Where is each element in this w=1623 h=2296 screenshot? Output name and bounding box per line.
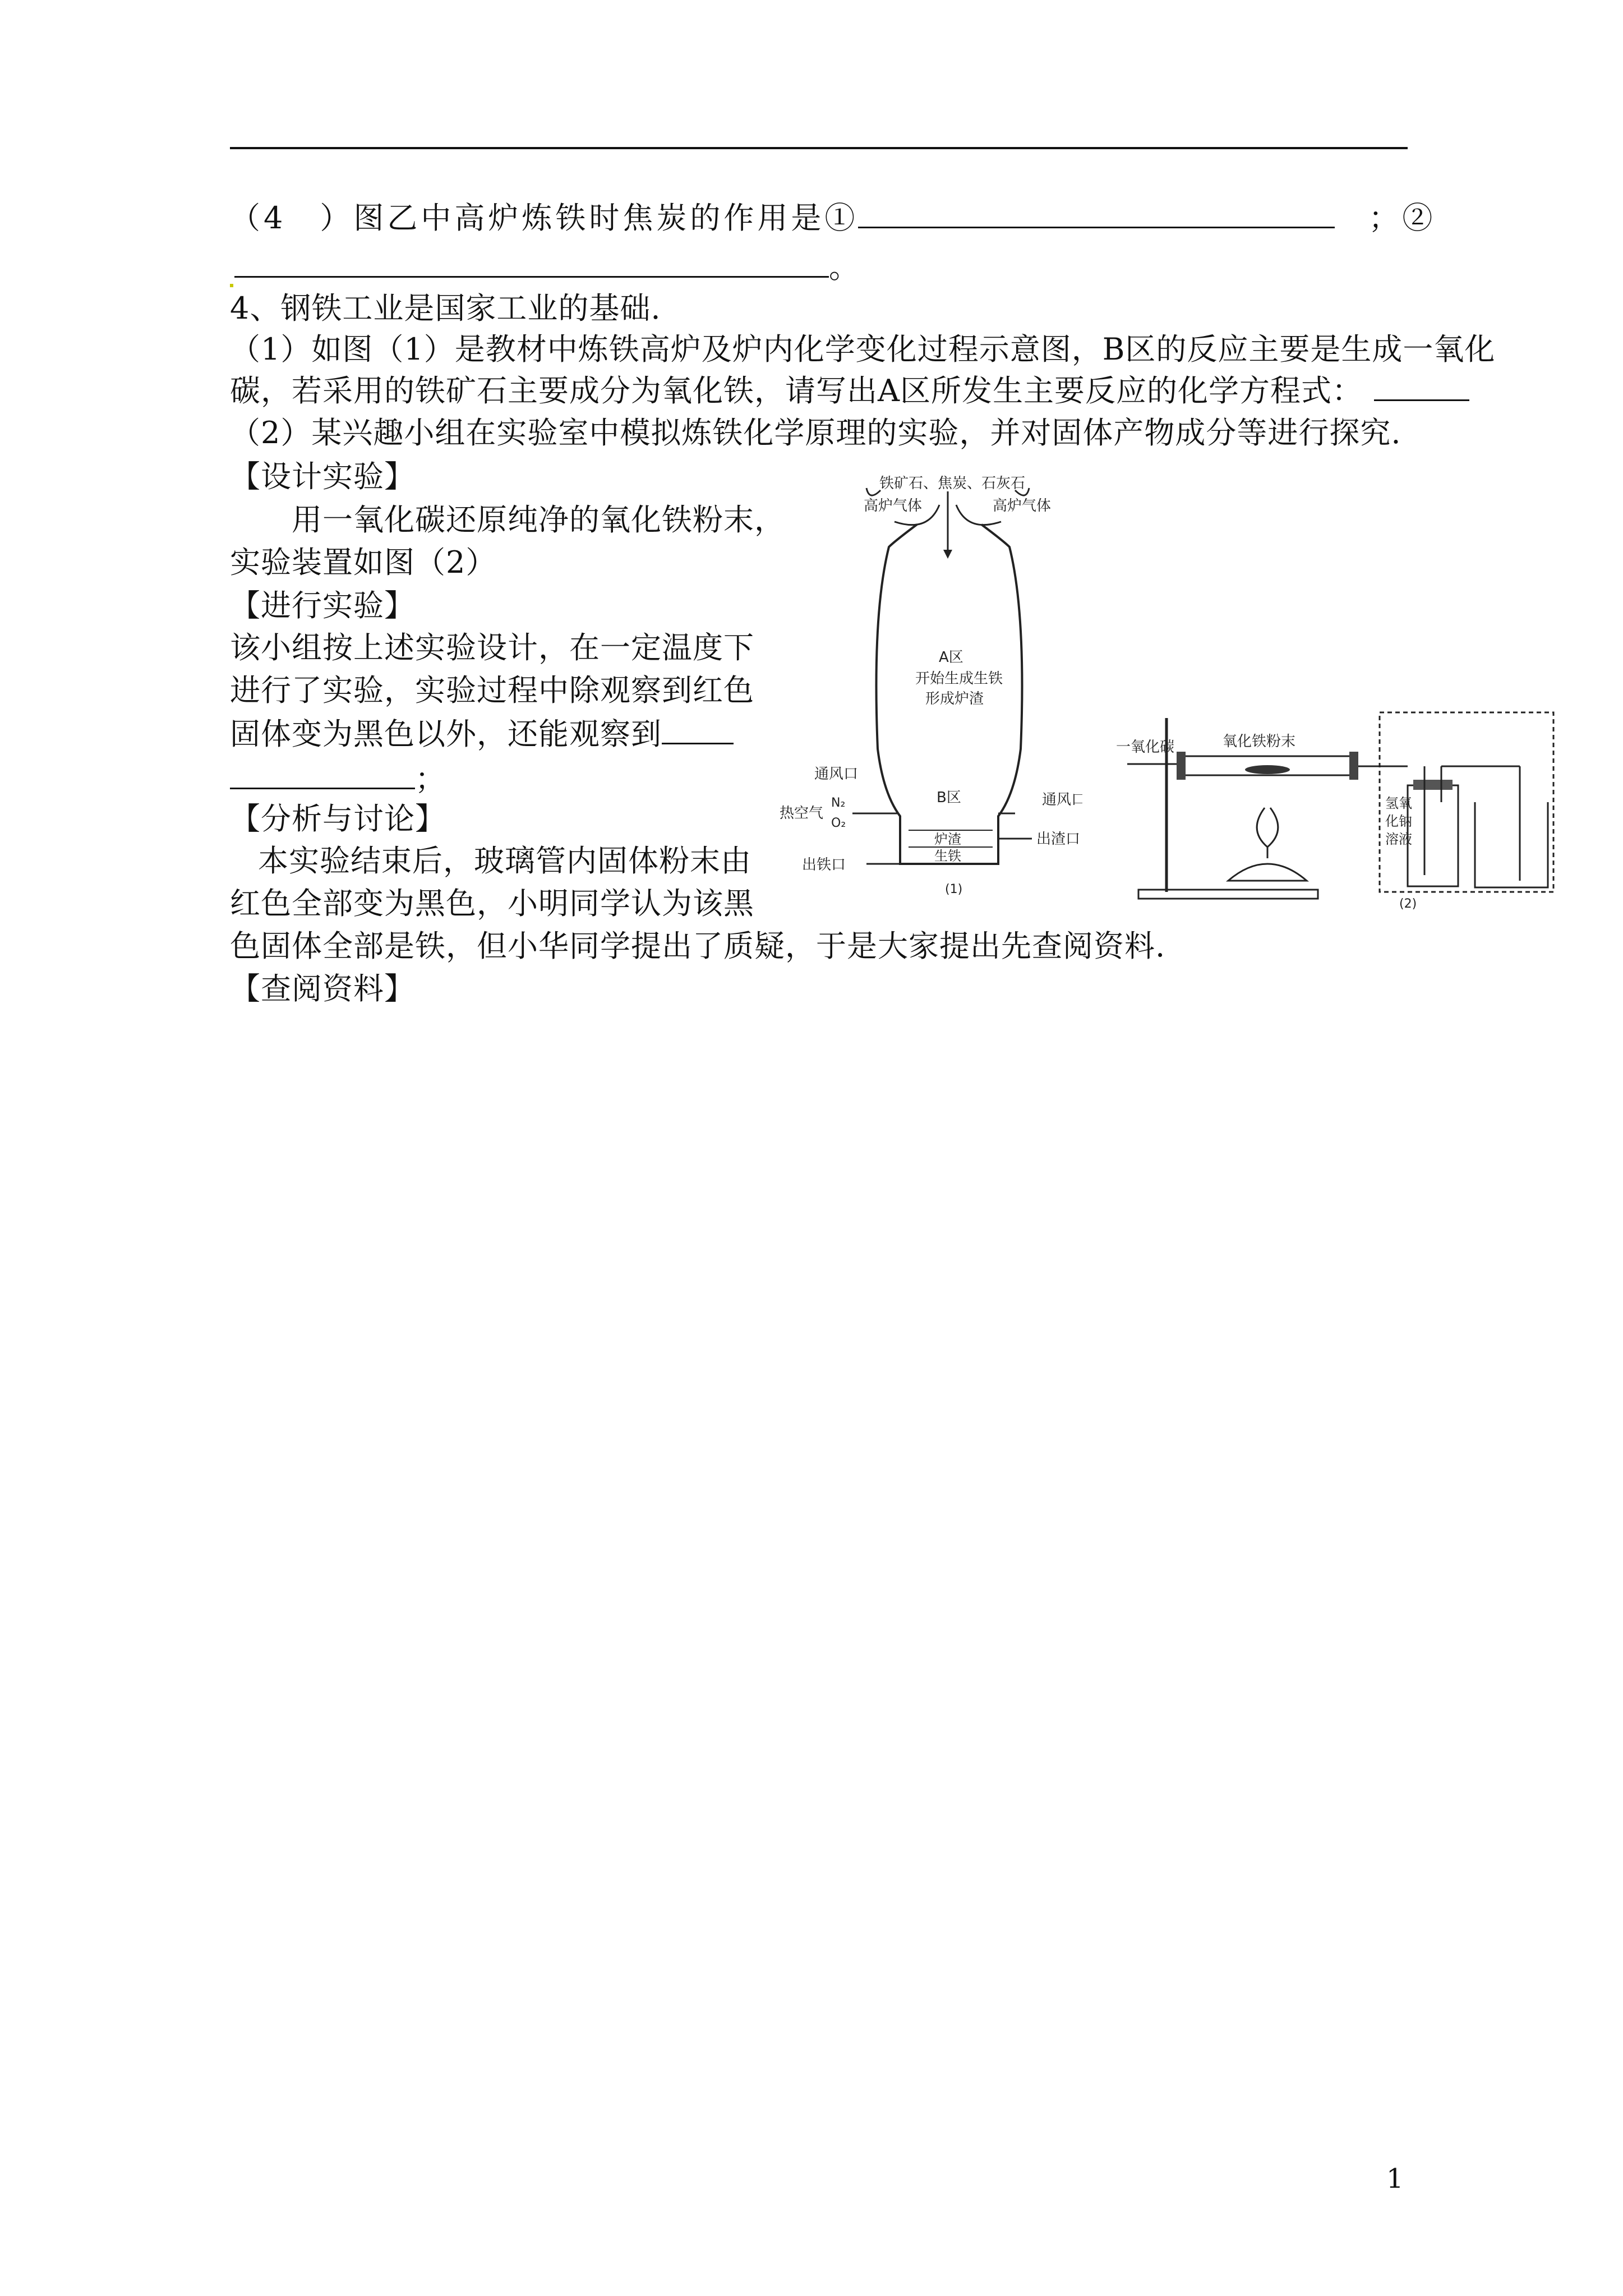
fig2-flame-icon <box>1257 808 1278 847</box>
q4-p2: （2）某兴趣小组在实验室中模拟炼铁化学原理的实验，并对固体产物成分等进行探究. <box>230 415 1401 450</box>
fig1-pig-iron: 生铁 <box>934 848 961 864</box>
analysis-line2: 红色全部变为黑色，小明同学认为该黑 <box>230 886 754 921</box>
header-rule <box>230 147 1408 149</box>
design-heading: 【设计实验】 <box>230 459 415 494</box>
fig1-brace-left <box>866 488 880 495</box>
design-line1: 用一氧化碳还原纯净的氧化铁粉末， <box>292 502 785 537</box>
q4-title: 4、钢铁工业是国家工业的基础. <box>230 291 661 326</box>
equation-blank[interactable] <box>1374 370 1469 401</box>
fig2-caption: (2) <box>1399 897 1417 911</box>
fig2-stopper-left <box>1177 752 1186 780</box>
fig2-bottle-cap <box>1413 780 1453 790</box>
fig2-alcohol-lamp <box>1228 864 1307 881</box>
fig1-o2: O₂ <box>831 816 846 830</box>
margin-dot <box>230 284 233 287</box>
fig2-naoh-line2: 化钠 <box>1385 813 1412 829</box>
fig2-naoh-line1: 氢氧 <box>1385 795 1412 811</box>
fig2-stopper-right <box>1349 752 1358 780</box>
fig1-slag: 炉渣 <box>934 831 961 847</box>
fig2-beaker <box>1475 802 1548 887</box>
q4-part-sep: ；② <box>1368 200 1436 236</box>
fig1-feed-arrowhead <box>943 550 952 559</box>
conduct-line3-wrap <box>230 714 734 754</box>
fig1-hot-air: 热空气 <box>780 805 824 822</box>
fig1-gas-right: 高炉气体 <box>993 498 1052 514</box>
fig2-naoh-line3: 溶液 <box>1385 831 1412 847</box>
q4-part-line <box>230 197 1436 238</box>
fig2-powder-label: 氧化铁粉末 <box>1223 733 1296 750</box>
blast-furnace-diagram <box>768 471 1082 909</box>
conduct-line3: 固体变为黑色以外，还能观察到 <box>230 716 662 752</box>
fig1-zone-a-line1: 开始生成生铁 <box>915 670 1003 687</box>
q4-p1-line2: 碳，若采用的铁矿石主要成分为氧化铁，请写出A区所发生主要反应的化学方程式： <box>230 373 1363 408</box>
q4-part-end: 。 <box>829 250 860 285</box>
figure-blast-furnace <box>768 471 1082 909</box>
fig2-wash-bottle <box>1408 785 1458 886</box>
fig1-top-label: 铁矿石、焦炭、石灰石 <box>879 475 1026 492</box>
conduct-line1: 该小组按上述实验设计，在一定温度下 <box>230 630 754 665</box>
conduct-line2: 进行了实验，实验过程中除观察到红色 <box>230 673 754 708</box>
analysis-heading: 【分析与讨论】 <box>230 801 446 836</box>
design-line2: 实验装置如图（2） <box>230 545 497 580</box>
lookup-heading: 【查阅资料】 <box>230 971 415 1006</box>
fig1-gas-left: 高炉气体 <box>864 498 923 514</box>
page-number: 1 <box>1386 2163 1404 2194</box>
conduct-line4-wrap <box>230 758 446 799</box>
q4-part-prefix: （4 ）图乙中高炉炼铁时焦炭的作用是① <box>230 200 859 236</box>
fig1-n2: N₂ <box>831 796 846 810</box>
observation-blank-2[interactable] <box>230 758 415 789</box>
fig1-slag-outlet: 出渣口 <box>1036 831 1081 848</box>
analysis-line1: 本实验结束后，玻璃管内固体粉末由 <box>258 843 751 878</box>
fig1-zone-a-line2: 形成炉渣 <box>925 691 984 707</box>
answer-blank-2[interactable] <box>234 247 829 278</box>
fig1-vent-left: 通风口 <box>814 766 859 783</box>
fig1-vent-right: 通风口 <box>1042 792 1082 808</box>
fig1-caption: (1) <box>945 882 963 896</box>
fig2-co-label: 一氧化碳 <box>1116 739 1175 756</box>
figure-apparatus <box>1116 668 1559 914</box>
apparatus-diagram <box>1116 668 1559 914</box>
fig1-zone-a: A区 <box>939 649 963 666</box>
observation-blank-1[interactable] <box>662 714 734 744</box>
fig1-zone-b: B区 <box>937 789 961 806</box>
answer-blank-1[interactable] <box>858 197 1335 228</box>
analysis-line3: 色固体全部是铁，但小华同学提出了质疑，于是大家提出先查阅资料. <box>230 928 1166 964</box>
fig2-oxide-powder <box>1245 765 1290 774</box>
conduct-end: ； <box>415 761 446 797</box>
q4-p1-line2-wrap <box>230 370 1469 411</box>
conduct-heading: 【进行实验】 <box>230 588 415 623</box>
fig1-iron-outlet: 出铁口 <box>802 857 846 873</box>
q4-p1-line1: （1）如图（1）是教材中炼铁高炉及炉内化学变化过程示意图，B区的反应主要是生成一氧化 <box>230 332 1496 367</box>
q4-part-line2 <box>230 247 860 287</box>
